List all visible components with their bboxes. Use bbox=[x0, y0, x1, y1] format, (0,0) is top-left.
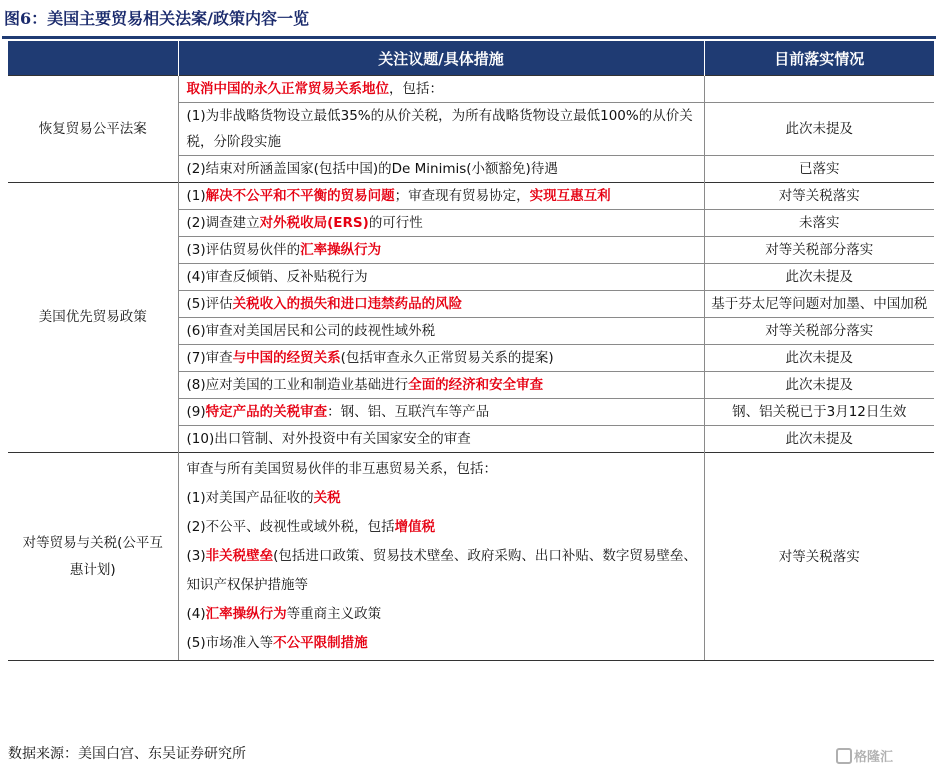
measure-cell bbox=[178, 291, 704, 318]
item-text: ；审查现有贸易协定， bbox=[394, 188, 530, 204]
status-cell: 未落实 bbox=[704, 210, 934, 237]
highlight-text: 非关税壁垒 bbox=[205, 548, 274, 564]
header-category bbox=[8, 41, 178, 76]
item-text: (4)审查反倾销、反补贴税行为 bbox=[186, 269, 368, 285]
measure-cell bbox=[178, 183, 704, 210]
item-text: ，包括： bbox=[389, 81, 443, 97]
item-text: (4) bbox=[186, 606, 206, 622]
item-text: (8)应对美国的工业和制造业基础进行 bbox=[186, 377, 409, 393]
list-item bbox=[187, 455, 704, 484]
item-text: (2)调查建立 bbox=[186, 215, 260, 231]
item-text: (3) bbox=[186, 548, 206, 564]
highlight-text: 对外税收局(ERS) bbox=[259, 215, 369, 231]
item-text: (7)审查 bbox=[186, 350, 233, 366]
item-text: (1) bbox=[186, 188, 206, 204]
item-text: (包括审查永久正常贸易关系的提案) bbox=[340, 350, 554, 366]
highlight-text: 关税 bbox=[313, 490, 341, 506]
highlight-text: 全面的经济和安全审查 bbox=[408, 377, 544, 393]
measure-cell bbox=[178, 372, 704, 399]
measure-cell bbox=[178, 76, 704, 103]
item-text: 等重商主义政策 bbox=[286, 606, 382, 622]
list-item bbox=[187, 542, 704, 600]
table-body bbox=[8, 76, 934, 661]
table-header-row bbox=[8, 41, 934, 76]
highlight-text: 关税收入的损失和进口违禁药品的风险 bbox=[232, 296, 463, 312]
item-text: (3)评估贸易伙伴的 bbox=[186, 242, 301, 258]
measure-cell bbox=[178, 264, 704, 291]
item-text: ：钢、铝、互联汽车等产品 bbox=[327, 404, 490, 420]
item-text: (10)出口管制、对外投资中有关国家安全的审查 bbox=[186, 431, 471, 447]
page-title: 图6：美国主要贸易相关法案/政策内容一览 bbox=[4, 9, 309, 28]
category-cell: 恢复贸易公平法案 bbox=[8, 76, 178, 183]
measure-cell bbox=[178, 318, 704, 345]
measure-cell bbox=[178, 399, 704, 426]
measure-cell bbox=[178, 345, 704, 372]
table-row bbox=[8, 76, 934, 103]
g-logo-icon bbox=[836, 748, 852, 764]
status-cell: 基于芬太尼等问题对加墨、中国加税 bbox=[704, 291, 934, 318]
highlight-text: 特定产品的关税审查 bbox=[205, 404, 328, 420]
policy-table bbox=[8, 41, 934, 661]
item-text: (6)审查对美国居民和公司的歧视性域外税 bbox=[186, 323, 436, 339]
status-cell: 此次未提及 bbox=[704, 103, 934, 156]
item-text: (5)评估 bbox=[186, 296, 233, 312]
table-row bbox=[8, 183, 934, 210]
highlight-text: 与中国的经贸关系 bbox=[232, 350, 341, 366]
measure-cell bbox=[178, 210, 704, 237]
highlight-text: 解决不公平和不平衡的贸易问题 bbox=[205, 188, 395, 204]
source-note: 数据来源：美国白宫、东吴证券研究所 bbox=[8, 746, 246, 762]
item-text: (2)结束对所涵盖国家(包括中国)的De Minimis(小额豁免)待遇 bbox=[186, 161, 558, 177]
header-measures: 关注议题/具体措施 bbox=[178, 41, 704, 76]
measure-cell bbox=[178, 453, 704, 661]
status-cell bbox=[704, 76, 934, 103]
list-item bbox=[187, 513, 704, 542]
list-item bbox=[187, 629, 704, 658]
highlight-text: 实现互惠互利 bbox=[529, 188, 611, 204]
highlight-text: 取消中国的永久正常贸易关系地位 bbox=[186, 81, 389, 97]
measure-cell bbox=[178, 103, 704, 156]
item-text: 的可行性 bbox=[368, 215, 423, 231]
list-item bbox=[187, 484, 704, 513]
highlight-text: 汇率操纵行为 bbox=[205, 606, 287, 622]
status-cell: 对等关税落实 bbox=[704, 453, 934, 661]
status-cell: 已落实 bbox=[704, 156, 934, 183]
measure-cell bbox=[178, 426, 704, 453]
measure-cell bbox=[178, 156, 704, 183]
item-text: (1)为非战略货物设立最低35%的从价关税，为所有战略货物设立最低100%的从价关税，分阶段实施 bbox=[186, 108, 693, 150]
status-cell: 钢、铝关税已于3月12日生效 bbox=[704, 399, 934, 426]
category-cell: 对等贸易与关税(公平互惠计划) bbox=[8, 453, 178, 661]
watermark-text: 格隆汇 bbox=[854, 750, 894, 765]
measure-cell bbox=[178, 237, 704, 264]
item-text: 审查与所有美国贸易伙伴的非互惠贸易关系，包括： bbox=[186, 461, 497, 477]
highlight-text: 增值税 bbox=[394, 519, 436, 535]
status-cell: 此次未提及 bbox=[704, 426, 934, 453]
list-item bbox=[187, 600, 704, 629]
item-text: (1)对美国产品征收的 bbox=[186, 490, 314, 506]
status-cell: 此次未提及 bbox=[704, 264, 934, 291]
status-cell: 对等关税落实 bbox=[704, 183, 934, 210]
status-cell: 此次未提及 bbox=[704, 372, 934, 399]
item-text: (2)不公平、歧视性或域外税，包括 bbox=[186, 519, 395, 535]
status-cell: 对等关税部分落实 bbox=[704, 237, 934, 264]
item-text: (包括进口政策、贸易技术壁垒、政府采购、出口补贴、数字贸易壁垒、知识产权保护措施等 bbox=[186, 548, 697, 593]
status-cell: 对等关税部分落实 bbox=[704, 318, 934, 345]
category-cell: 美国优先贸易政策 bbox=[8, 183, 178, 453]
item-text: (5)市场准入等 bbox=[186, 635, 274, 651]
header-status: 目前落实情况 bbox=[704, 41, 934, 76]
title-divider bbox=[2, 36, 936, 39]
table-row bbox=[8, 453, 934, 661]
highlight-text: 不公平限制措施 bbox=[273, 635, 368, 651]
highlight-text: 汇率操纵行为 bbox=[300, 242, 382, 258]
item-text: (9) bbox=[186, 404, 206, 420]
watermark-logo bbox=[836, 746, 893, 765]
status-cell: 此次未提及 bbox=[704, 345, 934, 372]
